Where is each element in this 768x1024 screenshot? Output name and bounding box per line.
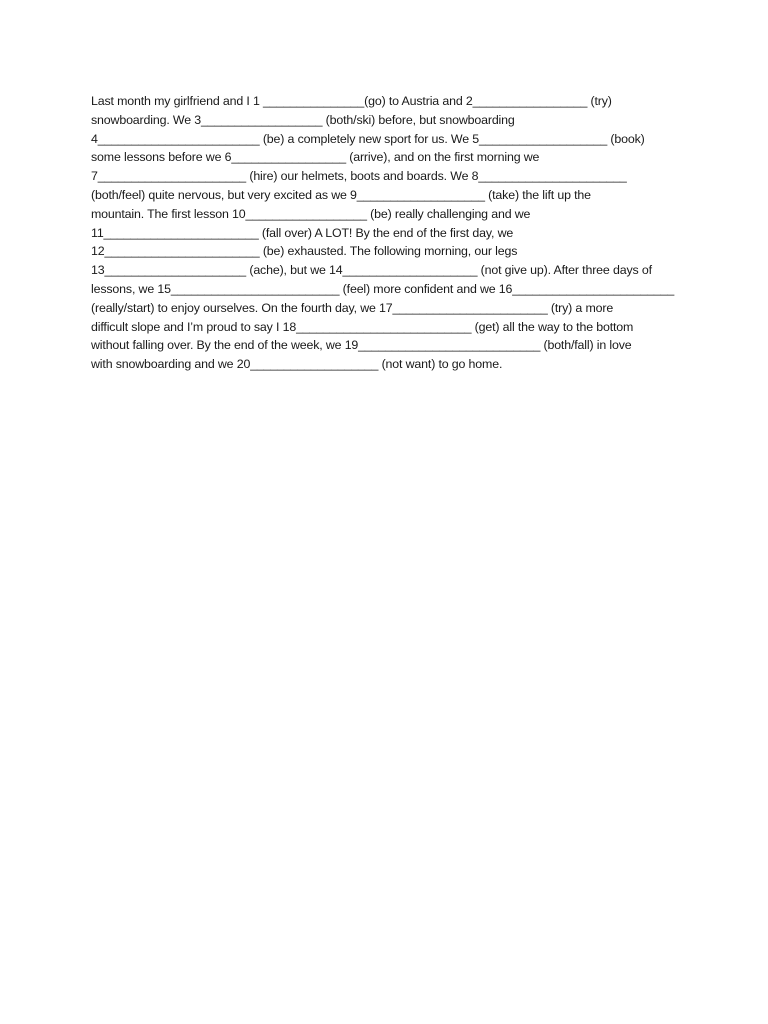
exercise-line-14: without falling over. By the end of the week, we 19___________________________ (both/fall) in love: [91, 338, 632, 353]
exercise-line-4: some lessons before we 6_________________ (arrive), and on the first morning we: [91, 150, 540, 165]
exercise-line-13: difficult slope and I’m proud to say I 18__________________________ (get) all the way to the bottom: [91, 319, 634, 334]
exercise-line-15: with snowboarding and we 20___________________ (not want) to go home.: [91, 357, 503, 372]
exercise-line-5: 7______________________ (hire) our helmets, boots and boards. We 8______________________: [91, 169, 627, 184]
exercise-line-1: Last month my girlfriend and I 1 _______________(go) to Austria and 2_________________ (try): [91, 94, 612, 108]
exercise-line-6: (both/feel) quite nervous, but very excited as we 9___________________ (take) the lift up the: [91, 187, 591, 202]
exercise-line-3: 4________________________ (be) a completely new sport for us. We 5___________________ (book): [91, 131, 645, 146]
exercise-line-2: snowboarding. We 3__________________ (both/ski) before, but snowboarding: [91, 112, 515, 127]
exercise-line-12: (really/start) to enjoy ourselves. On the fourth day, we 17_______________________ (try) a more: [91, 300, 614, 315]
exercise-line-7: mountain. The first lesson 10__________________ (be) really challenging and we: [91, 206, 531, 221]
gap-fill-exercise: [91, 92, 691, 374]
exercise-line-8: 11_______________________ (fall over) A LOT! By the end of the first day, we: [91, 225, 514, 240]
exercise-line-10: 13_____________________ (ache), but we 14____________________ (not give up). After three days of: [91, 263, 652, 278]
exercise-line-9: 12_______________________ (be) exhausted. The following morning, our legs: [91, 244, 518, 259]
exercise-line-11: lessons, we 15_________________________ (feel) more confident and we 16________________________: [91, 281, 675, 296]
